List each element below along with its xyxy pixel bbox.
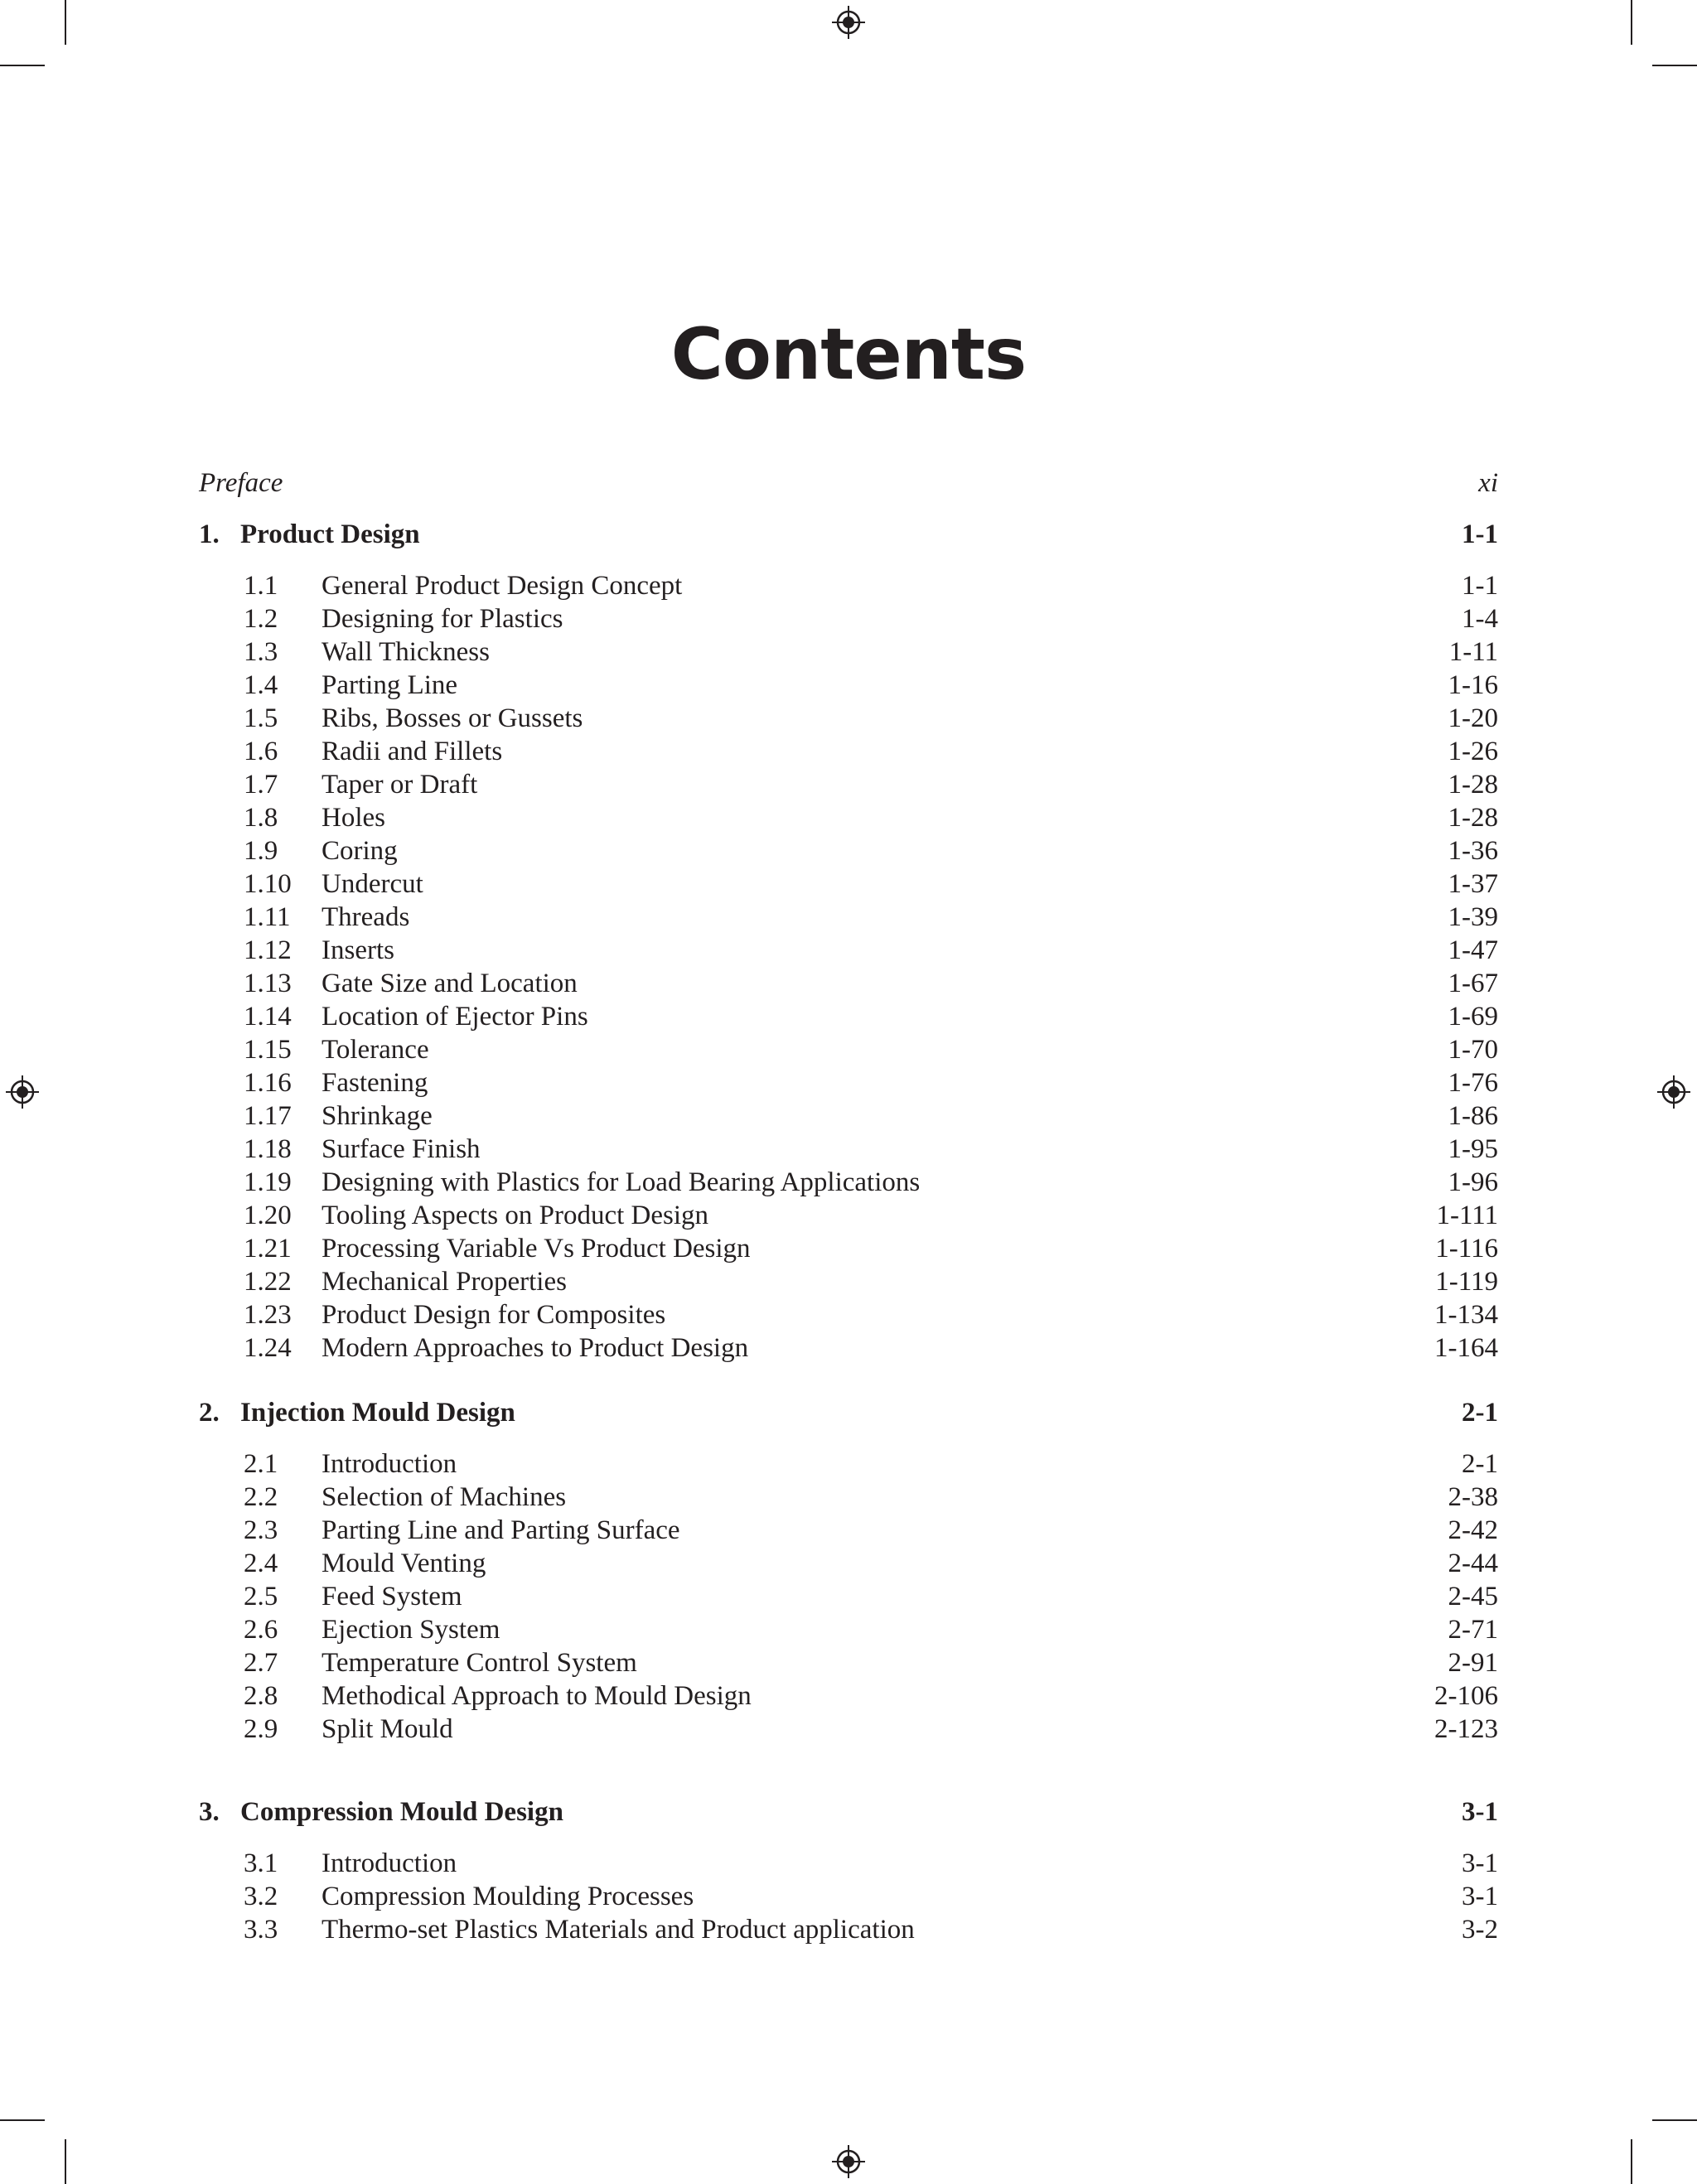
section-number: 2.5	[244, 1582, 278, 1611]
section-title: Taper or Draft	[322, 770, 478, 800]
section-number: 1.13	[244, 969, 292, 998]
section-number: 1.8	[244, 803, 278, 833]
chapter-page: 2-1	[1462, 1398, 1498, 1428]
section-number: 1.3	[244, 637, 278, 667]
section-number: 2.8	[244, 1681, 278, 1711]
section-page: 1-47	[1448, 935, 1498, 965]
section-page: 1-37	[1448, 869, 1498, 899]
toc-section[interactable]	[199, 768, 1498, 801]
section-page: 1-28	[1448, 803, 1498, 833]
section-title: Thermo-set Plastics Materials and Product application	[322, 1915, 915, 1945]
toc-section[interactable]	[199, 702, 1498, 735]
section-title: Undercut	[322, 869, 423, 899]
section-title: Modern Approaches to Product Design	[322, 1333, 749, 1363]
section-title: Tooling Aspects on Product Design	[322, 1201, 708, 1230]
toc-section[interactable]	[199, 1000, 1498, 1033]
section-page: 1-28	[1448, 770, 1498, 800]
section-page: 2-44	[1448, 1549, 1498, 1578]
chapter-number: 3.	[199, 1797, 220, 1827]
section-page: 1-95	[1448, 1134, 1498, 1164]
section-title: Parting Line and Parting Surface	[322, 1515, 680, 1545]
section-title: Designing with Plastics for Load Bearing Applications	[322, 1167, 921, 1197]
toc-section[interactable]	[199, 1679, 1498, 1713]
chapter-title: Product Design	[240, 519, 420, 549]
chapter-title: Injection Mould Design	[240, 1398, 515, 1428]
toc-section[interactable]	[199, 669, 1498, 702]
section-page: 1-67	[1448, 969, 1498, 998]
section-page: 2-91	[1448, 1648, 1498, 1678]
chapter-number: 2.	[199, 1398, 220, 1428]
toc-section[interactable]	[199, 967, 1498, 1000]
section-page: 1-116	[1435, 1234, 1498, 1264]
toc-section[interactable]	[199, 1481, 1498, 1514]
toc-section[interactable]	[199, 1033, 1498, 1066]
toc-section[interactable]	[199, 1066, 1498, 1099]
section-page: 2-38	[1448, 1482, 1498, 1512]
section-title: Introduction	[322, 1449, 457, 1479]
toc-chapter[interactable]	[199, 518, 1498, 551]
section-number: 2.7	[244, 1648, 278, 1678]
section-number: 1.14	[244, 1002, 292, 1032]
section-page: 1-39	[1448, 902, 1498, 932]
section-page: 2-42	[1448, 1515, 1498, 1545]
toc-section[interactable]	[199, 1447, 1498, 1481]
toc-section[interactable]	[199, 735, 1498, 768]
section-title: Holes	[322, 803, 385, 833]
section-page: 1-1	[1462, 571, 1498, 601]
toc-section[interactable]	[199, 635, 1498, 669]
toc-section[interactable]	[199, 1331, 1498, 1365]
section-title: Ejection System	[322, 1615, 500, 1645]
section-page: 2-45	[1448, 1582, 1498, 1611]
section-page: 2-106	[1434, 1681, 1498, 1711]
section-number: 2.9	[244, 1714, 278, 1744]
section-number: 3.1	[244, 1848, 278, 1878]
chapter-page: 3-1	[1462, 1797, 1498, 1827]
section-title: Methodical Approach to Mould Design	[322, 1681, 752, 1711]
toc-section[interactable]	[199, 934, 1498, 967]
section-title: Ribs, Bosses or Gussets	[322, 703, 583, 733]
section-number: 1.17	[244, 1101, 292, 1131]
chapter-title: Compression Mould Design	[240, 1797, 563, 1827]
toc-section[interactable]	[199, 1580, 1498, 1613]
toc-chapter[interactable]	[199, 1795, 1498, 1829]
toc-section[interactable]	[199, 1913, 1498, 1946]
section-title: Mould Venting	[322, 1549, 486, 1578]
section-number: 1.4	[244, 670, 278, 700]
section-page: 3-2	[1462, 1915, 1498, 1945]
toc-section[interactable]	[199, 1232, 1498, 1265]
section-page: 1-86	[1448, 1101, 1498, 1131]
section-number: 1.6	[244, 737, 278, 766]
section-number: 1.11	[244, 902, 291, 932]
toc-section[interactable]	[199, 801, 1498, 834]
section-title: General Product Design Concept	[322, 571, 683, 601]
section-title: Selection of Machines	[322, 1482, 567, 1512]
toc-section[interactable]	[199, 1166, 1498, 1199]
toc-section[interactable]	[199, 1880, 1498, 1913]
section-page: 1-164	[1434, 1333, 1498, 1363]
section-page: 1-11	[1448, 637, 1498, 667]
section-number: 1.22	[244, 1267, 292, 1297]
section-page: 2-71	[1448, 1615, 1498, 1645]
section-number: 1.18	[244, 1134, 292, 1164]
toc-section[interactable]	[199, 1514, 1498, 1547]
section-page: 1-96	[1448, 1167, 1498, 1197]
toc-section[interactable]	[199, 1265, 1498, 1298]
section-number: 1.10	[244, 869, 292, 899]
section-number: 1.5	[244, 703, 278, 733]
section-title: Coring	[322, 836, 398, 866]
section-title: Introduction	[322, 1848, 457, 1878]
section-number: 2.6	[244, 1615, 278, 1645]
section-number: 1.2	[244, 604, 278, 634]
chapter-page: 1-1	[1462, 519, 1498, 549]
section-number: 3.2	[244, 1882, 278, 1911]
toc-section[interactable]	[199, 1847, 1498, 1880]
page-title: Contents	[670, 313, 1027, 396]
section-number: 1.1	[244, 571, 278, 601]
chapter-number: 1.	[199, 519, 220, 549]
section-page: 1-4	[1462, 604, 1498, 634]
section-page: 1-134	[1434, 1300, 1498, 1330]
section-number: 3.3	[244, 1915, 278, 1945]
section-page: 1-69	[1448, 1002, 1498, 1032]
toc-section[interactable]	[199, 1713, 1498, 1746]
section-title: Fastening	[322, 1068, 428, 1098]
section-page: 1-119	[1435, 1267, 1498, 1297]
section-number: 1.15	[244, 1035, 292, 1065]
section-number: 1.20	[244, 1201, 292, 1230]
section-number: 1.24	[244, 1333, 292, 1363]
toc-section[interactable]	[199, 1547, 1498, 1580]
section-title: Product Design for Composites	[322, 1300, 666, 1330]
section-page: 1-16	[1448, 670, 1498, 700]
section-number: 2.4	[244, 1549, 278, 1578]
toc-section[interactable]	[199, 569, 1498, 602]
section-number: 1.23	[244, 1300, 292, 1330]
toc-section[interactable]	[199, 1298, 1498, 1331]
toc-section[interactable]	[199, 867, 1498, 901]
toc-section[interactable]	[199, 602, 1498, 635]
toc-preface-page: xi	[1478, 468, 1498, 498]
section-title: Compression Moulding Processes	[322, 1882, 694, 1911]
toc-section[interactable]	[199, 1613, 1498, 1646]
section-title: Designing for Plastics	[322, 604, 563, 634]
section-title: Split Mould	[322, 1714, 453, 1744]
section-title: Shrinkage	[322, 1101, 433, 1131]
section-number: 1.9	[244, 836, 278, 866]
section-number: 2.2	[244, 1482, 278, 1512]
section-page: 2-123	[1434, 1714, 1498, 1744]
toc-section[interactable]	[199, 1646, 1498, 1679]
toc-section[interactable]	[199, 1133, 1498, 1166]
section-page: 2-1	[1462, 1449, 1498, 1479]
section-title: Parting Line	[322, 670, 458, 700]
section-number: 1.21	[244, 1234, 292, 1264]
section-title: Inserts	[322, 935, 394, 965]
section-title: Feed System	[322, 1582, 462, 1611]
section-title: Wall Thickness	[322, 637, 490, 667]
section-number: 1.19	[244, 1167, 292, 1197]
section-number: 2.3	[244, 1515, 278, 1545]
toc-section[interactable]	[199, 901, 1498, 934]
section-title: Radii and Fillets	[322, 737, 503, 766]
section-title: Threads	[322, 902, 410, 932]
section-title: Gate Size and Location	[322, 969, 578, 998]
toc-preface[interactable]	[199, 466, 1498, 500]
section-number: 1.12	[244, 935, 292, 965]
section-page: 1-76	[1448, 1068, 1498, 1098]
section-title: Tolerance	[322, 1035, 429, 1065]
section-title: Mechanical Properties	[322, 1267, 567, 1297]
section-title: Location of Ejector Pins	[322, 1002, 588, 1032]
section-title: Temperature Control System	[322, 1648, 637, 1678]
toc-section[interactable]	[199, 1199, 1498, 1232]
section-page: 3-1	[1462, 1848, 1498, 1878]
section-page: 1-111	[1436, 1201, 1498, 1230]
section-title: Processing Variable Vs Product Design	[322, 1234, 751, 1264]
section-page: 3-1	[1462, 1882, 1498, 1911]
section-title: Surface Finish	[322, 1134, 481, 1164]
section-number: 1.16	[244, 1068, 292, 1098]
toc-section[interactable]	[199, 1099, 1498, 1133]
section-number: 1.7	[244, 770, 278, 800]
toc-preface-label: Preface	[199, 468, 283, 498]
section-page: 1-36	[1448, 836, 1498, 866]
section-page: 1-26	[1448, 737, 1498, 766]
section-page: 1-20	[1448, 703, 1498, 733]
section-page: 1-70	[1448, 1035, 1498, 1065]
section-number: 2.1	[244, 1449, 278, 1479]
toc-chapter[interactable]	[199, 1396, 1498, 1429]
toc-section[interactable]	[199, 834, 1498, 867]
